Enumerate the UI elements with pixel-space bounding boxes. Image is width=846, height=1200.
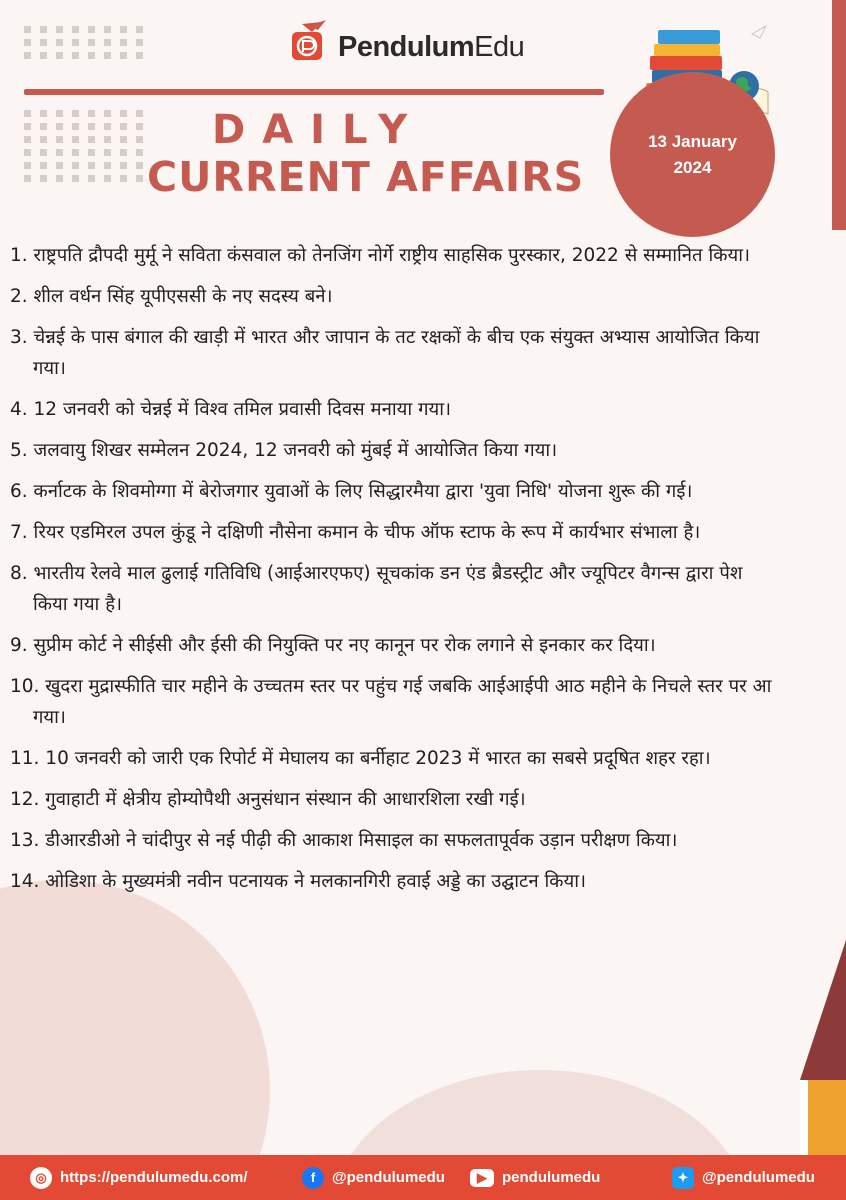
brand-name: PendulumEdu bbox=[338, 30, 525, 63]
decorative-stripe-orange bbox=[808, 1080, 846, 1160]
list-item: 8. भारतीय रेलवे माल ढुलाई गतिविधि (आईआरएफए) सूचकांक डन एंड ब्रैडस्ट्रीट और ज्यूपिटर वैगन्स द्वारा पेश किया गया है। bbox=[10, 563, 743, 615]
dribbble-icon: ◎ bbox=[30, 1167, 52, 1189]
footer-website-link[interactable] bbox=[30, 1167, 248, 1189]
list-item: 14. ओडिशा के मुख्यमंत्री नवीन पटनायक ने मलकानगिरी हवाई अड्डे का उद्घाटन किया। bbox=[10, 871, 587, 892]
list-item: 6. कर्नाटक के शिवमोग्गा में बेरोजगार युवाओं के लिए सिद्धारमैया द्वारा 'युवा निधि' योजना शुरू की गई। bbox=[10, 481, 693, 502]
decorative-stripe-light bbox=[800, 1080, 808, 1160]
header-divider bbox=[24, 89, 604, 95]
footer-facebook-link[interactable] bbox=[302, 1167, 445, 1189]
list-item: 5. जलवायु शिखर सम्मेलन 2024, 12 जनवरी को मुंबई में आयोजित किया गया। bbox=[10, 440, 558, 461]
footer-twitter-link[interactable] bbox=[672, 1167, 815, 1189]
decorative-circle-left bbox=[0, 880, 270, 1200]
list-item: 11. 10 जनवरी को जारी एक रिपोर्ट में मेघालय का बर्नीहाट 2023 में भारत का सबसे प्रदूषित शहर रहा। bbox=[10, 748, 711, 769]
youtube-icon: ▶ bbox=[470, 1169, 494, 1187]
pendulum-logo-icon bbox=[288, 20, 332, 64]
decorative-dots-middle bbox=[24, 110, 143, 182]
list-item: 10. खुदरा मुद्रास्फीति चार महीने के उच्चतम स्तर पर पहुंच गई जबकि आईआईपी आठ महीने के निचले स्तर पर आ गया। bbox=[10, 676, 772, 728]
list-item: 12. गुवाहाटी में क्षेत्रीय होम्योपैथी अनुसंधान संस्थान की आधारशिला रखी गई। bbox=[10, 789, 526, 810]
twitter-icon: ✦ bbox=[672, 1167, 694, 1189]
youtube-handle: pendulumedu bbox=[502, 1169, 601, 1186]
facebook-icon: f bbox=[302, 1167, 324, 1189]
list-item: 9. सुप्रीम कोर्ट ने सीईसी और ईसी की नियुक्ति पर नए कानून पर रोक लगाने से इनकार कर दिया। bbox=[10, 635, 656, 656]
twitter-handle: @pendulumedu bbox=[702, 1169, 815, 1186]
decorative-bar-top-right bbox=[832, 0, 846, 230]
list-item: 7. रियर एडमिरल उपल कुंडू ने दक्षिणी नौसेना कमान के चीफ ऑफ स्टाफ के रूप में कार्यभार संभाला है। bbox=[10, 522, 701, 543]
footer-youtube-link[interactable] bbox=[470, 1169, 600, 1187]
title-current-affairs: CURRENT AFFAIRS bbox=[147, 153, 585, 201]
title-daily: DAILY bbox=[212, 107, 425, 153]
website-url: https://pendulumedu.com/ bbox=[60, 1169, 248, 1186]
decorative-dots-top bbox=[24, 26, 143, 59]
footer-bar bbox=[0, 1155, 846, 1200]
list-item: 4. 12 जनवरी को चेन्नई में विश्व तमिल प्रवासी दिवस मनाया गया। bbox=[10, 399, 452, 420]
date-day-month: 13 January bbox=[648, 131, 737, 151]
current-affairs-list bbox=[10, 240, 780, 907]
list-item: 1. राष्ट्रपति द्रौपदी मुर्मू ने सविता कंसवाल को तेनजिंग नोर्गे राष्ट्रीय साहसिक पुरस्कार, 2022 से सम्मानित किया। bbox=[10, 245, 750, 266]
list-item: 2. शील वर्धन सिंह यूपीएससी के नए सदस्य बने। bbox=[10, 286, 333, 307]
decorative-stripe-maroon bbox=[800, 940, 846, 1080]
facebook-handle: @pendulumedu bbox=[332, 1169, 445, 1186]
date-year: 2024 bbox=[673, 157, 712, 177]
brand-logo bbox=[288, 20, 524, 64]
date-badge bbox=[610, 72, 775, 237]
list-item: 3. चेन्नई के पास बंगाल की खाड़ी में भारत और जापान के तट रक्षकों के बीच एक संयुक्त अभ्यास आयोजित किया गया। bbox=[10, 327, 760, 379]
list-item: 13. डीआरडीओ ने चांदीपुर से नई पीढ़ी की आकाश मिसाइल का सफलतापूर्वक उड़ान परीक्षण किया। bbox=[10, 830, 678, 851]
